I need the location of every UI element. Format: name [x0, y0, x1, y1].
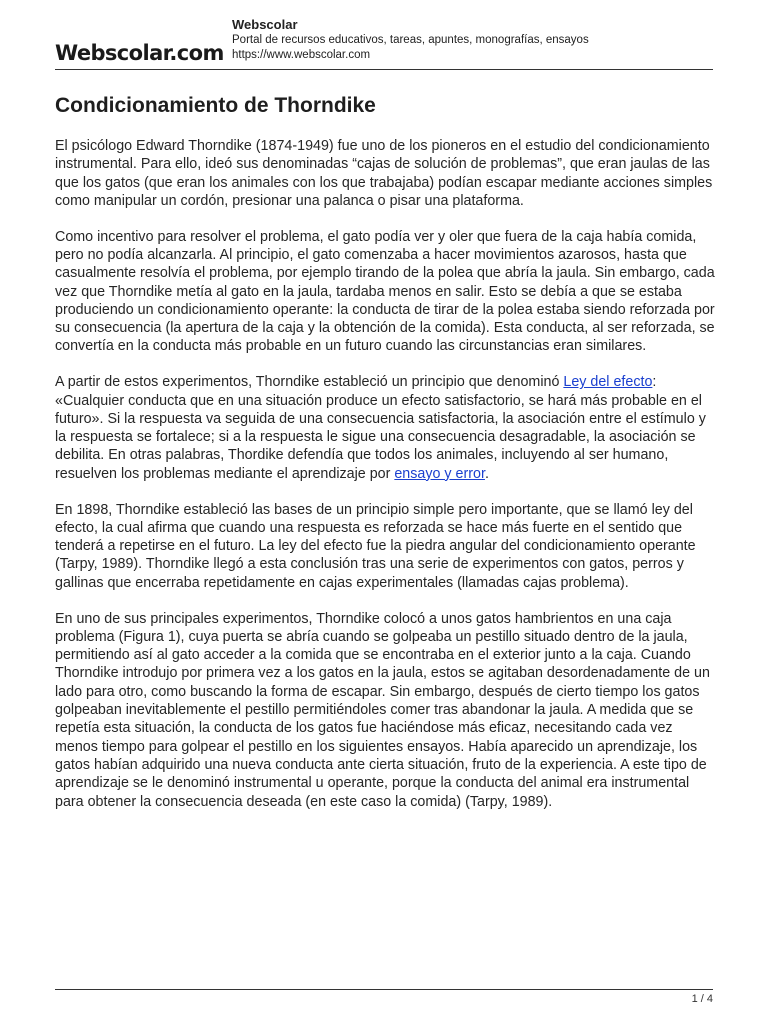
ensayo-y-error-link[interactable]: ensayo y error	[394, 465, 485, 482]
site-description: Portal de recursos educativos, tareas, apuntes, monografías, ensayos	[232, 34, 589, 46]
paragraph-3	[55, 373, 716, 483]
site-info	[232, 16, 589, 63]
ley-del-efecto-link[interactable]: Ley del efecto	[563, 374, 653, 391]
paragraph-2: Como incentivo para resolver el problema, el gato podía ver y oler que fuera de la caja había comida, pero no podía alcanzarla. Al principio, el gato comenzaba a hacer movimientos azarosos, hasta que casualmente resolvía el problema, por ejemplo tirando de la polea que abría la jaula. Sin embargo, cada vez que Thorndike metía al gato en la jaula, tardaba menos en salir. Esto se debía a que se estaba produciendo un condicionamiento operante: la conducta de tirar de la polea estaba siendo reforzada por su consecuencia (la apertura de la caja y la obtención de la comida). Esta conducta, al ser reforzada, se convertía en la conducta más probable en un futuro cuando las circunstancias eran similares.	[55, 228, 715, 355]
site-name: Webscolar	[232, 17, 298, 32]
site-logo: Webscolar.com	[55, 41, 224, 65]
site-url: https://www.webscolar.com	[232, 49, 371, 61]
footer-divider	[55, 989, 713, 990]
document-body	[55, 137, 716, 828]
paragraph-3-text-b: : «Cualquier conducta que en una situación produce un efecto satisfactorio, se hará más probable en el futuro». Si la respuesta va seguida de una consecuencia satisfactoria, la asociación entre el estímulo y la respuesta se fortalece; si a la respuesta le sigue una consecuencia desagradable, la asociación se debilita. En otras palabras, Thordike defendía que todos los animales, incluyendo al ser humano, resuelven los problemas mediante el aprendizaje por	[55, 374, 706, 482]
page-number: 1 / 4	[691, 993, 713, 1005]
page-header	[55, 16, 713, 70]
paragraph-5: En uno de sus principales experimentos, Thorndike colocó a unos gatos hambrientos en una caja problema (Figura 1), cuya puerta se abría cuando se golpeaba un pestillo situado dentro de la jaula, permitiendo así al gato acceder a la comida que se encontraba en el exterior junto a la caja. Cuando Thorndike introdujo por primera vez a los gatos en la jaula, estos se agitaban desordenadamente de un lado para otro, como buscando la forma de escapar. Sin embargo, después de cierto tiempo los gatos golpeaban inevitablemente el pestillo permitiéndoles comer tras abandonar la jaula. A medida que se repetía esta situación, la conducta de los gatos fue haciéndose más eficaz, necesitando cada vez menos tiempo para golpear el pestillo en los siguientes ensayos. Había aparecido un aprendizaje, los gatos habían adquirido una nueva conducta ante cierta situación, fruto de la experiencia. A este tipo de aprendizaje se le denominó instrumental u operante, porque la conducta del animal era instrumental para obtener la consecuencia deseada (en este caso la comida) (Tarpy, 1989).	[55, 610, 710, 810]
document-title: Condicionamiento de Thorndike	[55, 94, 376, 117]
paragraph-3-text-a: A partir de estos experimentos, Thorndike estableció un principio que denominó	[55, 374, 564, 391]
paragraph-4: En 1898, Thorndike estableció las bases de un principio simple pero importante, que se llamó ley del efecto, la cual afirma que cuando una respuesta es reforzada se hace más fuerte en el sentido que tenderá a repetirse en el futuro. La ley del efecto fue la piedra angular del condicionamiento operante (Tarpy, 1989). Thorndike llegó a esta conclusión tras una serie de experimentos con gatos, perros y gallinas que encerraba repetidamente en cajas experimentales (llamadas cajas problema).	[55, 501, 696, 591]
paragraph-1: El psicólogo Edward Thorndike (1874-1949) fue uno de los pioneros en el estudio del condicionamiento instrumental. Para ello, ideó sus denominadas “cajas de solución de problemas”, que eran jaulas de las que los gatos (que eran los animales con los que trabajaba) podían escapar mediante acciones simples como manipular un cordón, presionar una palanca o pisar una plataforma.	[55, 138, 713, 209]
paragraph-3-text-c: .	[484, 465, 489, 482]
